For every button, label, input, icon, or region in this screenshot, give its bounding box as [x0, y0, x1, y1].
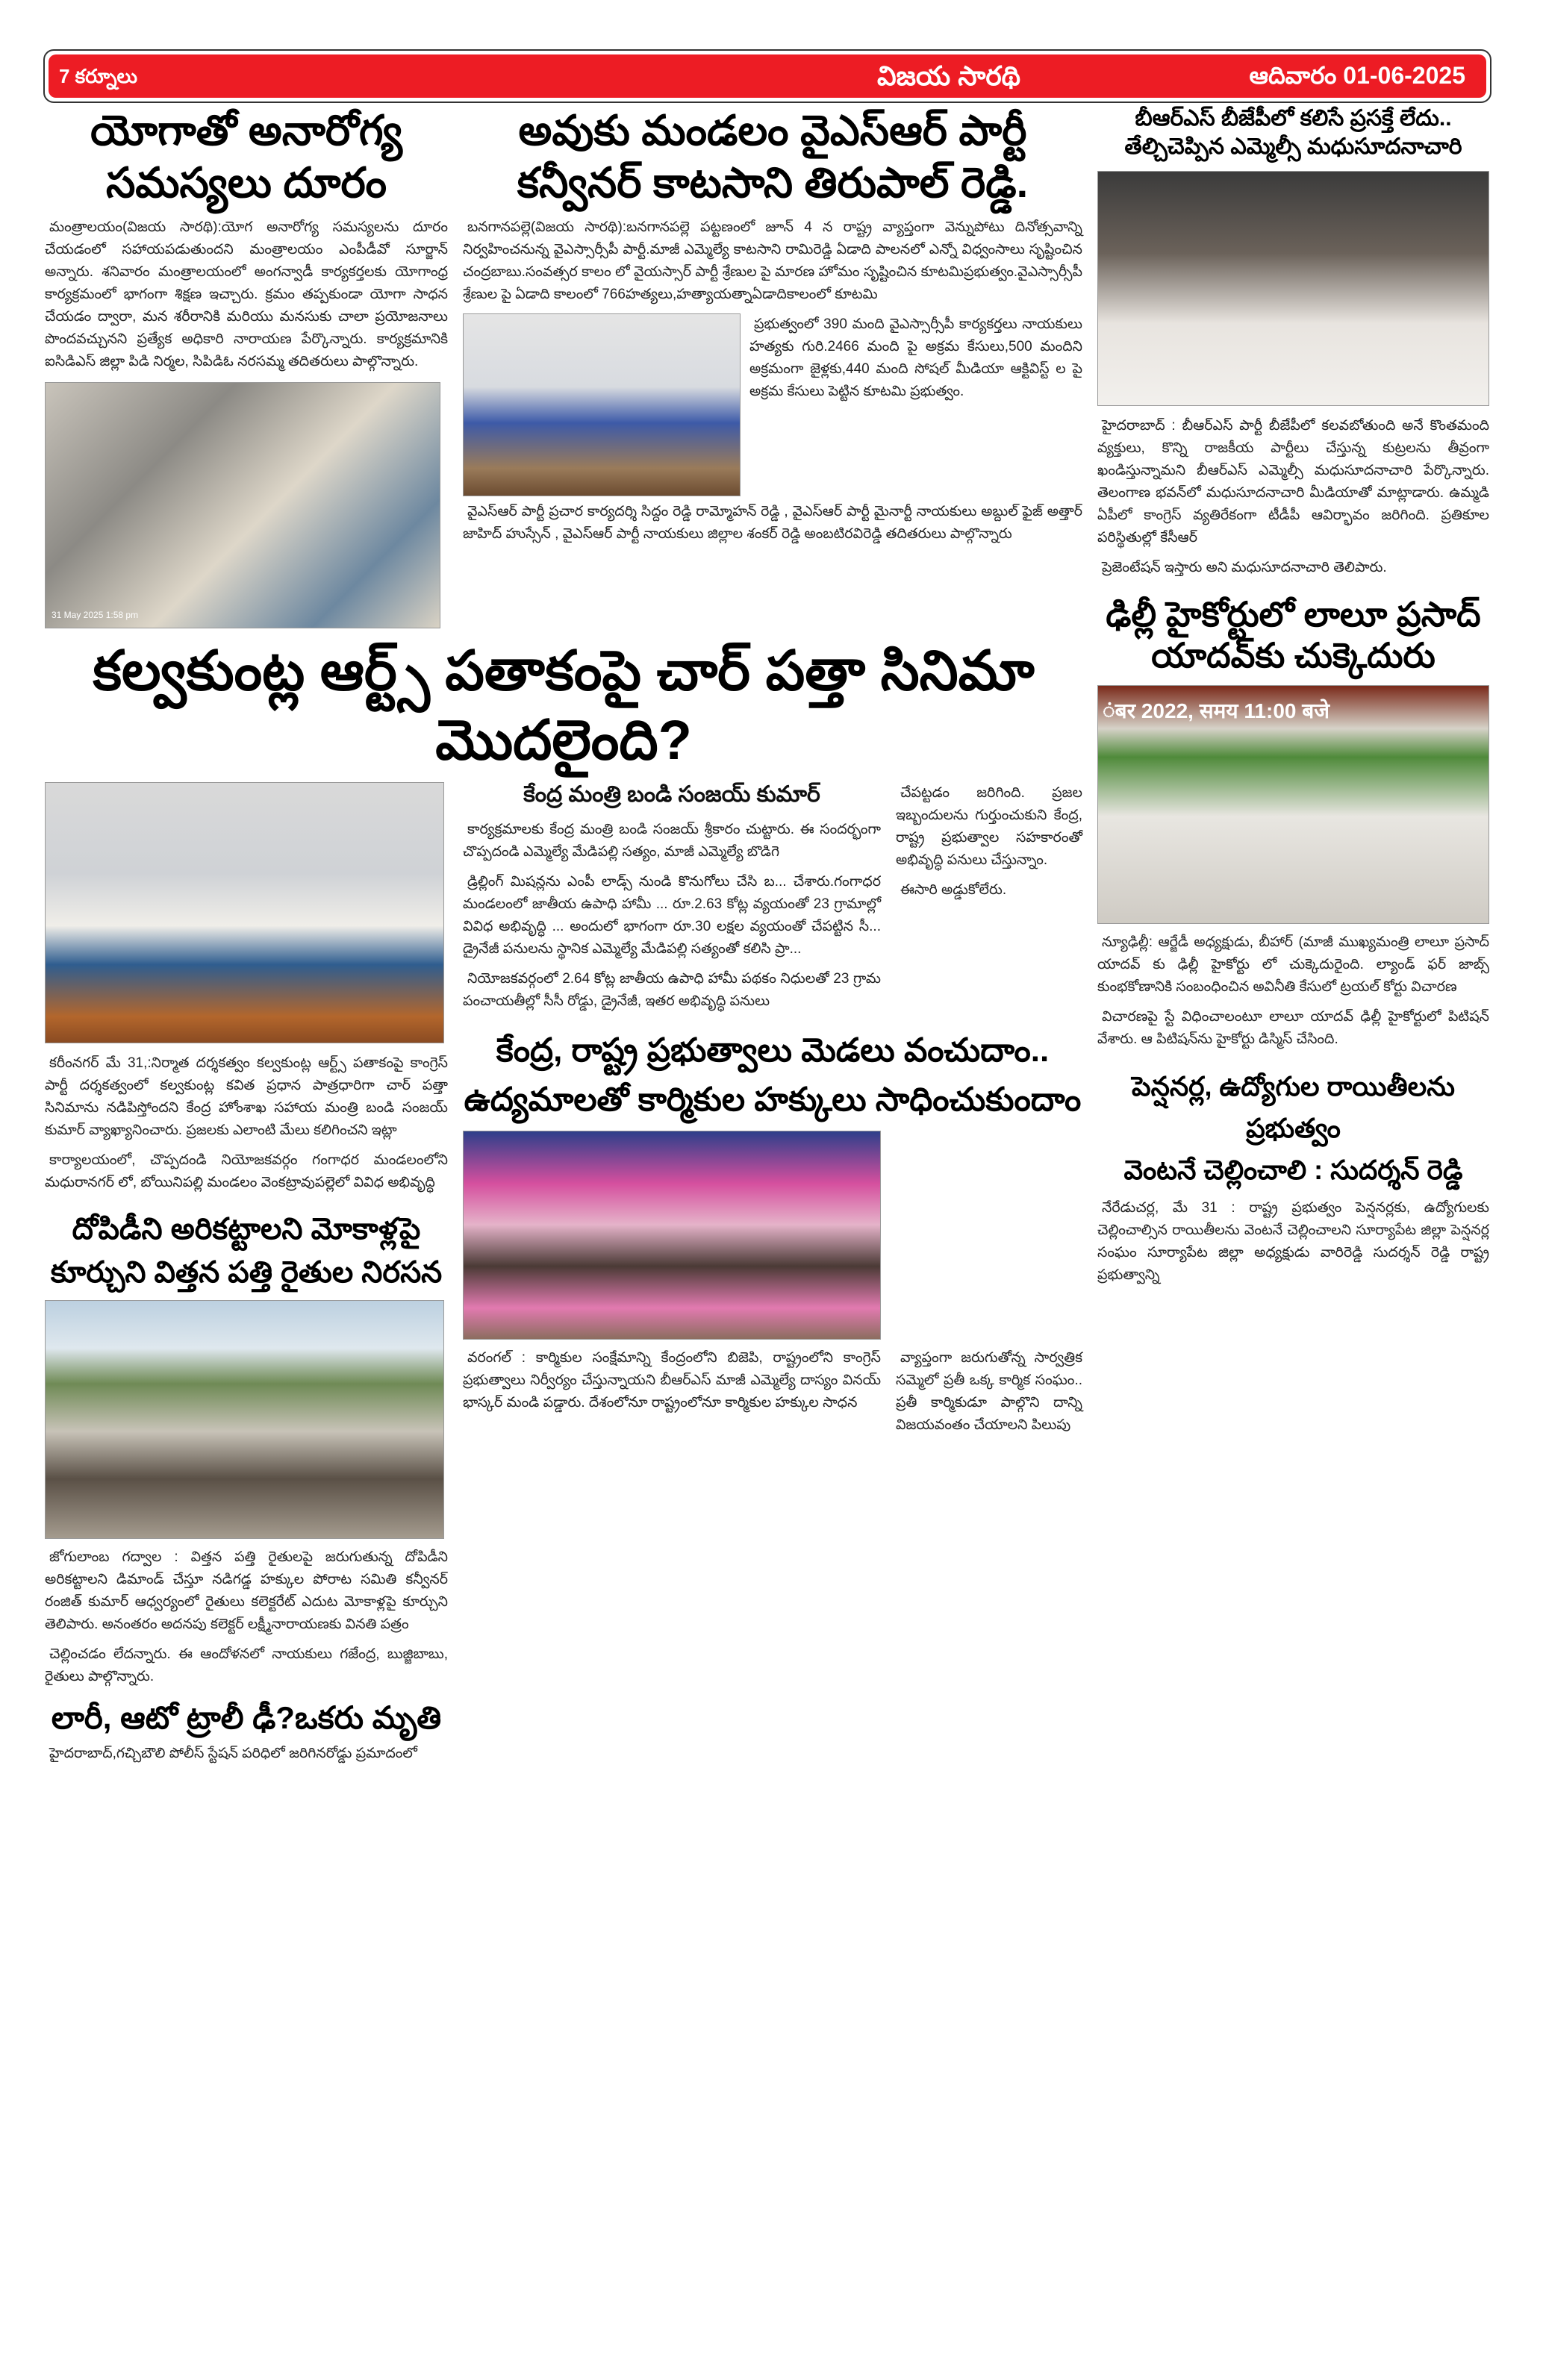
brs-headline: [1097, 104, 1489, 160]
lalu-body-end: [1097, 1006, 1489, 1054]
headline-line: ఉద్యమాలతో కార్మికుల హక్కులు సాధించుకుందాం: [464, 1081, 1082, 1118]
top-row: [45, 104, 1082, 631]
article-text: ఈసారి అడ్డుకోలేరు.: [900, 882, 1007, 898]
kavitha-body-col2-mid: [463, 871, 881, 963]
article-text: మంత్రాలయం(విజయ సారథి):యోగ అనారోగ్య సమస్యలను దూరం చేయడంలో సహాయపడుతుందని మంత్రాలయం ఎంపీడీవో సూర్జాన్ అన్నారు. శనివారం మంత్రాలయంలో అంగన్వాడీ కార్యకర్తలకు యోగాంధ్ర కార్యక్రమంలో భాగంగా శిక్షణ ఇచ్చారు. క్రమం తప్పకుండా యోగా సాధన చేయడం ద్వారా, మన శరీరానికి మరియు మనసుకు చాలా ప్రయోజనాలు పొందవచ్చునని ప్రత్యేక అధికారి నారాయణ పేర్కొన్నారు. కార్యక్రమానికి ఐసిడిఎస్ జిల్లా పిడి నిర్మల, సిపిడిఓ నరసమ్మ తదితరులు పాల్గొన్నారు.: [45, 219, 448, 369]
yoga-body: [45, 216, 448, 376]
yoga-headline: [45, 104, 448, 209]
article-text: వైఎస్ఆర్ పార్టీ ప్రచార కార్యదర్శి సిద్దం రెడ్డి రామ్మోహన్ రెడ్డి , వైఎస్ఆర్ పార్టీ మైనార్టీ నాయకులు అబ్దుల్ ఫైజ్ అత్తార్ జాహిద్ హుస్సేన్ , వైఎస్ఆర్ పార్టీ నాయకులు జిల్లాల శంకర్ రెడ్డి అంబటిరవిరెడ్డి తదితరులు పాల్గొన్నారు: [463, 504, 1082, 542]
headline-line: బీఆర్ఎస్ బీజేపీలో కలిసే ప్రసక్తే లేదు..: [1135, 106, 1452, 131]
headline-line: అవుకు మండలం వైఎస్ఆర్ పార్టీ: [518, 107, 1027, 154]
ysr-headline: [463, 104, 1082, 209]
masthead: [43, 49, 1491, 103]
article-text: నియోజకవర్గంలో 2.64 కోట్ల జాతీయ ఉపాధి హామీ పథకం నిధులతో 23 గ్రామ పంచాయతీల్లో సీసీ రోడ్డు, డ్రైనేజీ, ఇతర అభివృద్ధి పనులు: [463, 971, 881, 1009]
issue-date: ఆదివారం 01-06-2025: [1249, 62, 1465, 89]
brs-body-end: [1097, 557, 1489, 582]
kavitha-col2: [463, 782, 881, 1016]
headline-line: తేల్చిచెప్పిన ఎమ్మెల్సీ మధుసూదనాచారి: [1124, 134, 1462, 159]
kavitha-body-col1: [45, 1052, 448, 1145]
article-text: వరంగల్ : కార్మికుల సంక్షేమాన్ని కేంద్రంలోని బిజెపి, రాష్ట్రంలోని కాంగ్రెస్ ప్రభుత్వాలు నిర్వీర్యం చేస్తున్నాయని బీఆర్ఎస్ మాజీ ఎమ్మెల్యే దాస్యం వినయ్ భాస్కర్ మండి పడ్డారు. దేశంలోనూ రాష్ట్రంలోనూ కార్మికుల హక్కుల సాధన: [463, 1350, 881, 1411]
kavitha-body-col2-end: [463, 968, 881, 1016]
kavitha-col3: [896, 782, 1082, 905]
cotton-body-end: [45, 1643, 448, 1691]
lorry-headline: లారీ, ఆటో ట్రాలీ ఢీ?ఒకరు మృతి: [51, 1700, 442, 1735]
article-text: వ్యాప్తంగా జరుగుతోన్న సార్వత్రిక సమ్మెలో ప్రతీ ఒక్క కార్మిక సంఘం.. ప్రతీ కార్మికుడూ పాల్గొని దాన్ని విజయవంతం చేయాలని పిలుపు: [896, 1350, 1082, 1433]
cotton-headline: [45, 1208, 448, 1294]
workers-main: [463, 1131, 881, 1417]
article-text: ప్రభుత్వంలో 390 మంది వైఎస్సార్సీపీ కార్యకర్తలు నాయకులు హత్యకు గురి.2466 మంది పై అక్రమ కేసులు,500 మందిని అక్రమంగా జైళ్లకు,440 మంది సోషల్ మీడియా ఆక్టివిస్ట్ ల పై అక్రమ కేసులు పెట్టిన కూటమి ప్రభుత్వం.: [749, 316, 1082, 399]
kavitha-headline: కల్వకుంట్ల ఆర్ట్స్ పతాకంపై చార్ పత్తా సినిమా మొదలైంది?: [93, 640, 1035, 771]
masthead-bar: [49, 54, 1486, 98]
left-column: [45, 782, 448, 1768]
article-text: హైదరాబాద్ : బీఆర్ఎస్ పార్టీ బీజేపీలో కలవబోతుంది అనే కొంతమంది వ్యక్తులు, కొన్ని రాజకీయ పార్టీలు చేస్తున్న కుట్రలను తీవ్రంగా ఖండిస్తున్నామని బీఆర్ఎస్ ఎమ్మెల్సీ మధుసూదనాచారి పేర్కొన్నారు. తెలంగాణ భవన్‌లో మధుసూదనాచారి మీడియాతో మాట్లాడారు. ఉమ్మడి ఏపీలో కాంగ్రెస్ వ్యతిరేకంగా టీడీపీ ఆవిర్భావం జరిగింది. ప్రతికూల పరిస్థితుల్లో కేసీఆర్: [1097, 418, 1489, 546]
article-text: డ్రిల్లింగ్ మిషన్లను ఎంపీ లాడ్స్ నుండి కొనుగోలు చేసి బ... చేశారు.గంగాధర మండలంలో జాతీయ ఉపాధి హామీ ... రూ.2.63 కోట్ల వ్యయంతో 23 గ్రామాల్లో వివిధ అభివృద్ధి ... అందులో భాగంగా రూ.30 లక్షల వ్యయంతో చేపట్టిన సీ... డ్రైనేజీ పనులను స్థానిక ఎమ్మెల్యే మేడిపల్లి సత్యంతో కలిసి ప్రా...: [463, 874, 881, 957]
article-text: ప్రెజెంటేషన్ ఇస్తారు అని మధుసూదనాచారి తెలిపారు.: [1102, 560, 1387, 575]
page-number: 7 కర్నూలు: [59, 65, 137, 87]
ysr-article: [463, 104, 1082, 549]
ysr-body-top: [463, 216, 1082, 309]
headline-line: కన్వీనర్ కాటసాని తిరుపాల్ రెడ్డి.: [517, 159, 1029, 206]
kavitha-photo: [45, 782, 444, 1043]
main-area: [45, 104, 1082, 1768]
ysr-body-end: [463, 501, 1082, 549]
headline-line: యాదవ్‌కు చుక్కెదురు: [1151, 636, 1436, 675]
kavitha-body-col3: [896, 782, 1082, 875]
workers-protest-photo: [463, 1131, 881, 1340]
kavitha-body-col3-end: [896, 879, 1082, 905]
article-text: విచారణపై స్టే విధించాలంటూ లాలూ యాదవ్ ఢిల్లీ హైకోర్టులో పిటిషన్ వేశారు. ఆ పిటిషన్‌ను హైకోర్టు డిస్మిస్ చేసింది.: [1097, 1009, 1489, 1048]
lalu-body: [1097, 931, 1489, 1002]
brs-press-photo: [1097, 171, 1489, 406]
cotton-body: [45, 1546, 448, 1639]
article-text: చేపట్టడం జరిగింది. ప్రజల ఇబ్బందులను గుర్తుంచుకుని కేంద్ర, రాష్ట్ర ప్రభుత్వాల సహకారంతో అభివృద్ధి పనులు చేస్తున్నాం.: [896, 785, 1082, 868]
headline-line: పెన్షనర్ల, ఉద్యోగుల రాయితీలను ప్రభుత్వం: [1132, 1071, 1455, 1144]
workers-body: [463, 1347, 881, 1417]
kavitha-subheadline: కేంద్ర మంత్రి బండి సంజయ్ కుమార్: [523, 782, 820, 807]
cotton-protest-photo: [45, 1300, 444, 1539]
article-text: కరీంనగర్ మే 31,:నిర్మాత దర్శకత్వం కల్వకుంట్ల ఆర్ట్స్ పతాకంపై కాంగ్రెస్ పార్టీ దర్శకత్వంలో కల్వకుంట్ల కవిత ప్రధాన పాత్రధారిగా చార్ పత్తా సినిమాను నడిపిస్తోందని కేంద్ర హోంశాఖ సహాయ మంత్రి బండి సంజయ్ కుమార్ వ్యాఖ్యానించారు. ప్రజలకు ఎలాంటి మేలు కలిగించని ఇట్లా: [45, 1055, 448, 1138]
article-text: హైదరాబాద్,గచ్చిబౌలి పోలీస్ స్టేషన్ పరిధిలో జరిగినరోడ్డు ప్రమాదంలో: [49, 1745, 417, 1761]
article-text: కార్యక్రమాలకు కేంద్ర మంత్రి బండి సంజయ్ శ్రీకారం చుట్టారు. ఈ సందర్భంగా చొప్పదండి ఎమ్మెల్యే మేడిపల్లి సత్యం, మాజీ ఎమ్మెల్యే బొడిగె: [463, 822, 881, 860]
workers-headline: [463, 1026, 1082, 1125]
article-text: న్యూఢిల్లీ: ఆర్జేడీ అధ్యక్షుడు, బీహార్ (మాజీ ముఖ్యమంత్రి లాలూ ప్రసాద్ యాదవ్ కు ఢిల్లీ హైకోర్టు లో చుక్కెదురైంది. ల్యాండ్ ఫర్ జాబ్స్ కుంభకోణానికి సంబంధించిన అవినీతి కేసులో ట్రయల్ కోర్టు విచారణ: [1097, 934, 1489, 996]
headline-line: కేంద్ర, రాష్ట్ర ప్రభుత్వాలు మెడలు వంచుదాం..: [496, 1032, 1050, 1069]
article-text: బనగానపల్లె(విజయ సారథి):బనగానపల్లె పట్టణంలో జూన్ 4 న రాష్ట్ర వ్యాప్తంగా వెన్నుపోటు దినోత్సవాన్ని నిర్వహించనున్న వైఎస్సార్సీపీ పార్టీ.మాజీ ఎమ్మెల్యే కాటసాని రామిరెడ్డి ఏడాది పాలనలో ఎన్నో విధ్వంసాలు సృష్టించిన చంద్రబాబు.సంవత్సర కాలం లో వైయస్సార్ పార్టీ శ్రేణుల పై మారణ హోమం సృష్టించిన కూటమిప్రభుత్వం.వైఎస్సార్సీపీ శ్రేణుల పై ఏడాది కాలంలో 766హత్యలు,హత్యాయత్నాఏడాదికాలంలో కూటమి: [463, 219, 1082, 302]
headline-line: యోగాతో అనారోగ్య: [90, 107, 402, 154]
photo-banner-text: ंबर 2022, समय 11:00 बजे: [1103, 699, 1330, 723]
headline-line: ఢిల్లీ హైకోర్టులో లాలూ ప్రసాద్: [1106, 595, 1481, 634]
article-text: కార్యాలయంలో, చొప్పదండి నియోజకవర్గం గంగాధర మండలంలోని మధురానగర్ లో, బోయినిపల్లి మండలం వెంకట్రావుపల్లెలో వివిధ అభివృద్ధి: [45, 1152, 448, 1190]
center-column: [463, 782, 1082, 1440]
article-text: చెల్లించడం లేదన్నారు. ఈ ఆందోళనలో నాయకులు గజేంద్ర, బుజ్జిబాబు, రైతులు పాల్గొన్నారు.: [45, 1646, 448, 1684]
lalu-photo: [1097, 685, 1489, 924]
article-text: నేరేడుచర్ల, మే 31 : రాష్ట్ర ప్రభుత్వం పెన్షనర్లకు, ఉద్యోగులకు చెల్లించాల్సిన రాయితీలను వెంటనే చెల్లించాలని సూర్యాపేట జిల్లా పెన్షనర్ల సంఘం సూర్యాపేట జిల్లా అధ్యక్షుడు వారిరెడ్డి సుదర్శన్ రెడ్డి రాష్ట్ర ప్రభుత్వాన్ని: [1097, 1199, 1489, 1283]
ysr-press-photo: [463, 313, 741, 496]
yoga-article: [45, 104, 448, 628]
lalu-headline: [1097, 594, 1489, 676]
right-column: [1097, 104, 1489, 1290]
kavitha-body-col1-end: [45, 1149, 448, 1197]
headline-line: సమస్యలు దూరం: [105, 159, 387, 206]
article-text: జోగులాంబ గద్వాల : విత్తన పత్తి రైతులపై జరుగుతున్న దోపిడీని అరికట్టాలని డిమాండ్ చేస్తూ నడిగడ్డ హక్కుల పోరాట సమితి కన్వీనర్ రంజిత్ కుమార్ ఆధ్వర్యంలో రైతులు కలెక్టరేట్ ఎదుట మోకాళ్లపై కూర్చుని తెలిపారు. అనంతరం అదనపు కలెక్టర్ లక్ష్మీనారాయణకు వినతి పత్రం: [45, 1549, 448, 1632]
yoga-photo: [45, 382, 440, 628]
workers-row: [463, 1131, 1082, 1440]
lorry-body: [45, 1743, 448, 1768]
ysr-body-side: [749, 313, 1082, 406]
brs-body: [1097, 415, 1489, 552]
headline-line: కూర్చుని విత్తన పత్తి రైతుల నిరసన: [50, 1256, 443, 1289]
bottom-row: [45, 782, 1082, 1768]
ysr-photo-row: [463, 313, 1082, 496]
kavitha-body-col2: [463, 819, 881, 866]
kavitha-text-row: [463, 782, 1082, 1016]
pension-headline: [1097, 1066, 1489, 1190]
workers-body-side: [896, 1131, 1082, 1440]
headline-line: వెంటనే చెల్లించాలి : సుదర్శన్ రెడ్డి: [1123, 1154, 1463, 1185]
photo-timestamp: 31 May 2025 1:58 pm: [52, 610, 139, 620]
headline-line: దోపిడీని అరికట్టాలని మోకాళ్లపై: [72, 1213, 421, 1246]
newspaper-name: విజయ సారథి: [877, 60, 1021, 91]
pension-body: [1097, 1197, 1489, 1290]
